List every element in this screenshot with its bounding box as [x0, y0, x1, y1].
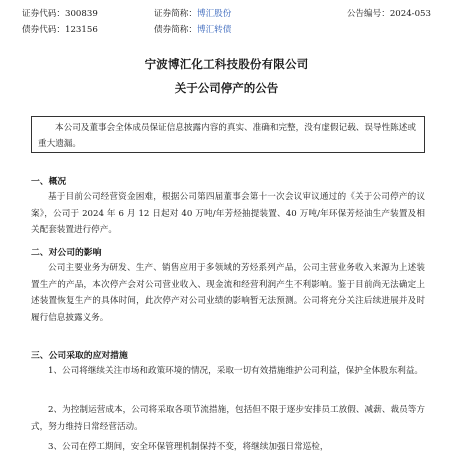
announcement-number: 公告编号：2024-053	[346, 9, 431, 19]
stock-code: 证券代码：300839	[22, 9, 98, 19]
section-heading-impact: 二、对公司的影响	[31, 248, 102, 258]
bond-code: 债券代码：123156	[22, 25, 98, 35]
paragraph-overview: 基于目前公司经营资金困难，根据公司第四届董事会第十一次会议审议通过的《关于公司停产的议案》，公司于 2024 年 6 月 12 日起对 40 万吨/年芳烃抽提装置、40 万吨/年环保芳烃油生产装置及相关配套装置进行停产。	[31, 192, 425, 235]
paragraph-measure-2: 2、为控制运营成本，公司将采取各项节流措施，包括但不限于逐步安排员工放假、减薪、裁员等方式，努力维持日常经营活动。	[31, 405, 425, 432]
announcement-title: 关于公司停产的公告	[174, 81, 279, 95]
stock-name: 证券简称：博汇股份	[154, 9, 232, 19]
paragraph-measure-3: 3、公司在停工期间，安全环保管理机制保持不变，将继续加强日常巡检，	[48, 442, 329, 452]
disclaimer-box: 本公司及董事会全体成员保证信息披露内容的真实、准确和完整，没有虚假记载、误导性陈述或重大遗漏。	[31, 116, 425, 153]
paragraph-impact: 公司主要业务为研发、生产、销售应用于多领域的芳烃系列产品，公司主营业务收入来源为上述装置生产的产品，本次停产会对公司营业收入、现金流和经营利润产生不利影响。鉴于目前尚无法确定上述装置恢复生产的具体时间，此次停产对公司业绩的影响暂无法预测。公司将充分关注后续进展并及时履行信息披露义务。	[31, 263, 425, 323]
paragraph-measure-1: 1、公司将继续关注市场和政策环境的情况，采取一切有效措施维护公司利益，保护全体股东利益。	[48, 366, 424, 376]
company-name: 宁波博汇化工科技股份有限公司	[144, 57, 309, 71]
section-heading-measures: 三、公司采取的应对措施	[31, 351, 128, 361]
bond-name: 债券简称：博汇转债	[154, 25, 232, 35]
section-heading-overview: 一、概况	[31, 177, 67, 187]
